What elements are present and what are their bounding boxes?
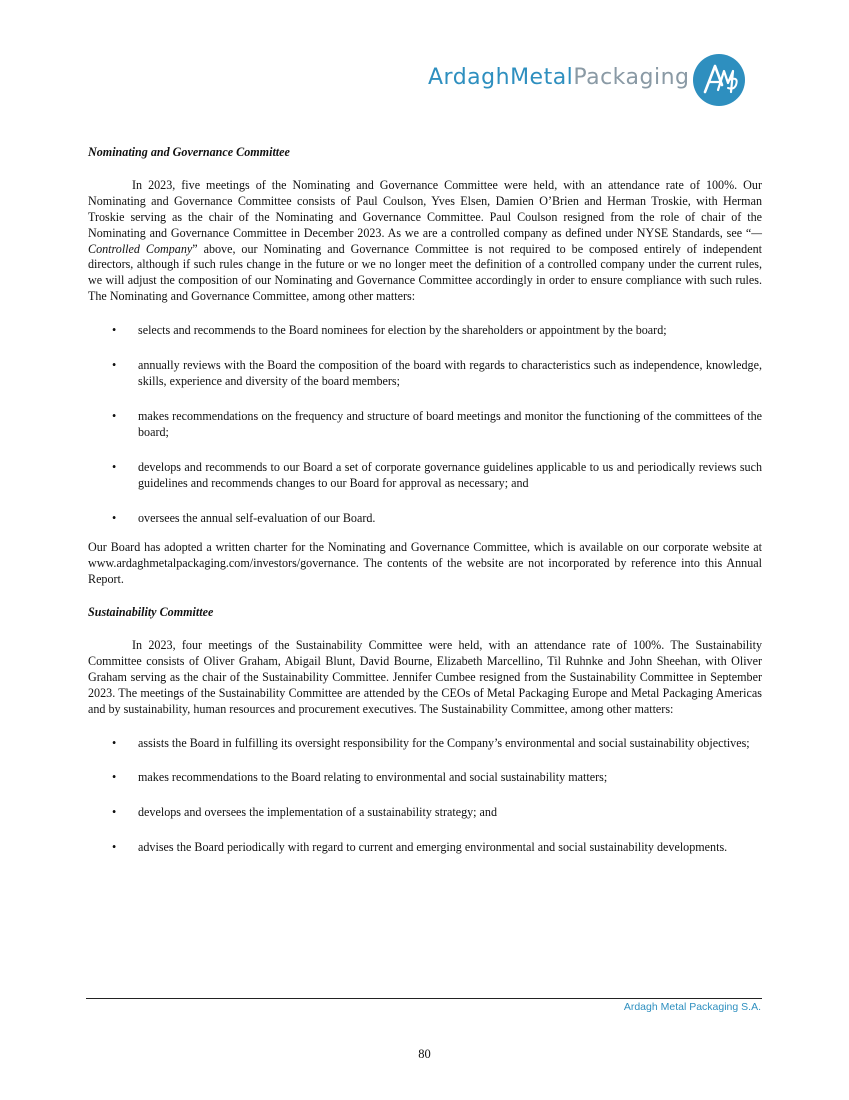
list-item [88,460,762,492]
bullet-icon: • [112,805,117,820]
nominating-heading: Nominating and Governance Committee [88,145,290,159]
bullet-icon: • [112,510,117,525]
nominating-intro [88,178,762,305]
nominating-charter-paragraph: Our Board has adopted a written charter for the Nominating and Governance Committee, which is available on our corporate website at www.ardaghmetalpackaging.com/investors/governance. The contents of the website are not incorporated by reference into this Annual Report. [88,540,762,587]
bullet-icon: • [112,323,117,338]
bullet-icon: • [112,735,117,750]
list-item [88,770,762,786]
page-number: 80 [418,1047,431,1061]
sustainability-heading: Sustainability Committee [88,605,214,620]
logo-word-metal: Metal [510,65,574,90]
bullet-text: oversees the annual self-evaluation of our Board. [138,510,376,525]
controlled-company-ref: —Controlled Company [88,225,762,256]
list-item [88,511,762,527]
bullet-text: selects and recommends to the Board nominees for election by the shareholders or appointment by the board; [138,323,667,338]
bullet-icon: • [112,840,117,855]
bullet-text: makes recommendations on the frequency and structure of board meetings and monitor the functioning of the committees of the board; [138,408,762,439]
list-item [88,323,762,339]
logo-word-packaging: Packaging [573,65,690,90]
bullet-text: develops and recommends to our Board a set of corporate governance guidelines applicable to us and periodically reviews such guidelines and recommends changes to our Board for approval as necessary; and [138,459,762,490]
sustainability-bullet-list [88,736,762,857]
bullet-text: advises the Board periodically with regard to current and emerging environmental and social sustainability developments. [138,840,728,855]
amp-monogram-icon [691,52,747,108]
document-body [88,145,762,856]
logo-word-ardagh: Ardagh [428,65,511,90]
bullet-icon: • [112,408,117,423]
bullet-text: develops and oversees the implementation of a sustainability strategy; and [138,805,498,820]
footer-company-name: Ardagh Metal Packaging S.A. [623,1001,761,1013]
bullet-text: makes recommendations to the Board relating to environmental and social sustainability matters; [138,770,608,785]
nominating-intro-text: In 2023, five meetings of the Nominating and Governance Committee were held, with an attendance rate of 100%. Our Nominating and Governance Committee consists of Paul Coulson, Yves Elsen, Damien O’Brien and Herman Troskie, with Herman Troskie serving as the chair of the Nominating and Governance Committee. Paul Coulson resigned from the role of chair of the Nominating and Governance Committee in December 2023. As we are a controlled company as defined under NYSE Standards, see “ [88,177,762,240]
list-item [88,805,762,821]
bullet-text: annually reviews with the Board the composition of the board with regards to characteristics such as independence, knowledge, skills, experience and diversity of the board members; [138,358,762,388]
bullet-icon: • [112,358,117,373]
list-item [88,736,762,752]
bullet-icon: • [112,459,117,474]
list-item [88,409,762,441]
bullet-icon: • [112,770,117,785]
list-item [88,358,762,390]
nominating-bullet-list [88,323,762,526]
company-logo [428,52,750,108]
nominating-intro-cont: ” above, our Nominating and Governance Committee is not required to be composed entirely of independent directors, although if such rules change in the future or we no longer meet the definition of a controlled company under the current rules, we will adjust the composition of our Nominating and Governance Committee accordingly in order to ensure compliance with such rules. The Nominating and Governance Committee, among other matters: [88,241,762,304]
footer-divider [86,998,762,999]
sustainability-intro: In 2023, four meetings of the Sustainability Committee were held, with an attendance rate of 100%. The Sustainability Committee consists of Oliver Graham, Abigail Blunt, David Bourne, Elizabeth Marcellino, Til Ruhnke and John Sheehan, with Oliver Graham serving as the chair of the Sustainability Committee. Jennifer Cumbee resigned from the Sustainability Committee in September 2023. The meetings of the Sustainability Committee are attended by the CEOs of Metal Packaging Europe and Metal Packaging Americas and by sustainability, human resources and procurement executives. The Sustainability Committee, among other matters: [88,638,762,716]
bullet-text: assists the Board in fulfilling its oversight responsibility for the Company’s environmental and social sustainability objectives; [138,735,750,750]
list-item [88,840,762,856]
logo-wordmark [428,65,690,91]
